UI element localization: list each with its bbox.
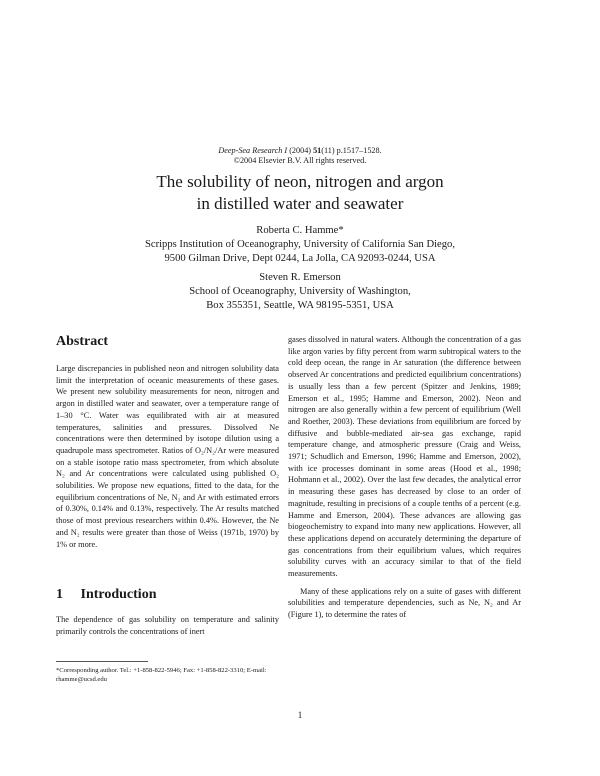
intro-paragraph: The dependence of gas solubility on temperature and salinity primarily controls the concentrations of inert (56, 615, 279, 636)
abstract-text: Dissolved Ne concentrations were then determined by isotope dilution using a quadrupole mass spectrometer. Ratios of (56, 422, 279, 455)
abstract-heading: Abstract (56, 334, 109, 349)
chemical-formula: O₂ (270, 469, 280, 479)
right-column-paragraph: gases dissolved in natural waters. Although the concentration of a gas like argon varies by fifty percent from warm subtropical waters to the cold deep ocean, the range in Ar saturation (the difference between observed Ar concentrations and predicted equilibrium concentrations) is usually less than a few percent (Spitzer and Jenkins, 1989; Emerson et al., 1995; Hamme and Emerson, 2002). Neon and nitrogen are also generally within a few percent of equilibrium (Well and Roether, 2003). These deviations from equilibrium are forced by diffusive and bubble-mediated air-sea gas exchange, rapid temperature change, and atmospheric pressure (Craig and Weiss, 1971; Schudlich and Emerson, 1996; Hamme and Emerson, 2002), with ice processes dominant in some areas (Hood et al., 1998; Hohmann et al., 2002). Over the last few decades, the analytical error in measuring these gases has decreased by close to an order of magnitude, resulting in precisions of a couple tenths of a percent (e.g. Hamme and Emerson, 2004). These advances are allowing gas biogeochemistry to expand into many new applications. However, all these applications depend on accurately determining the departure of gas concentrations from their equilibrium values, which requires solubility curves with an accuracy similar to that of the field measurements. (288, 335, 521, 579)
chemical-formula: N₂ (171, 492, 181, 502)
title-line-2: in distilled water and seawater (196, 194, 404, 213)
paragraph-text: and Ar (Figure 1), to determine the rates of (288, 598, 522, 620)
paper-title (80, 171, 520, 215)
chemical-formula: N₂ (70, 527, 80, 537)
introduction-heading (56, 587, 156, 603)
page-number: 1 (297, 710, 303, 720)
author-affiliation-line: 9500 Gilman Drive, Dept 0244, La Jolla, CA 92093-0244, USA (164, 253, 436, 264)
author-affiliation-line: School of Oceanography, University of Washington, (189, 286, 411, 297)
journal-volume: 51 (313, 146, 322, 155)
journal-name: Deep-Sea Research I (218, 146, 288, 155)
abstract-text: Large discrepancies in published neon and nitrogen solubility data limit the interpretation of oceanic measurements of these gases. We present new solubility measurements for neon, nitrogen and argon in distilled water and seawater, over a temperature range of 1–30 °C. Water was equilibrated with air at measured temperatures, salinities and pressures. (56, 364, 279, 432)
right-column (288, 334, 521, 621)
right-column-paragraph (288, 586, 521, 621)
chemical-formula: O₂/N₂/Ar (194, 445, 227, 455)
chemical-formula: N₂ (56, 469, 65, 479)
journal-citation (150, 146, 450, 166)
copyright-line: ©2004 Elsevier B.V. All rights reserved. (233, 156, 367, 165)
title-line-1: The solubility of neon, nitrogen and argon (156, 172, 444, 191)
section-number: 1 (56, 587, 63, 602)
footnote: *Corresponding author. Tel.: +1-858-822-5946; Fax: +1-858-822-3310; E-mail: rhamme@ucsd.edu (56, 667, 267, 683)
author-block-1 (60, 224, 540, 266)
author-affiliation-line: Scripps Institution of Oceanography, University of California San Diego, (144, 239, 455, 250)
abstract-text: were measured on a stable isotope ratio mass spectrometer, from which absolute (56, 445, 280, 467)
section-title: Introduction (80, 587, 157, 602)
author-name: Steven R. Emerson (259, 272, 341, 283)
abstract-text: results were greater than those of Weiss (1971b, 1970) by 1% or more. (56, 527, 279, 549)
journal-issue-pages: (11) p.1517–1528. (321, 146, 382, 155)
author-name: Roberta C. Hamme* (256, 225, 344, 236)
abstract-body (56, 363, 279, 550)
introduction-body (56, 614, 279, 637)
chemical-formula: N₂ (484, 598, 493, 608)
author-block-2 (60, 271, 540, 313)
paragraph-text: Many of these applications rely on a suite of gases with different solubilities and temperature dependencies, such as Ne, (288, 586, 521, 608)
abstract-text: and Ar concentrations were calculated using published (69, 469, 266, 479)
author-affiliation-line: Box 355351, Seattle, WA 98195-5351, USA (206, 300, 394, 311)
journal-year: (2004) (289, 146, 312, 155)
abstract-text: solubilities. We propose new equations, fitted to the data, for the equilibrium concentrations of Ne, (56, 481, 279, 502)
footnote-rule (56, 661, 148, 662)
abstract-text: and Ar with estimated errors of 0.30%, 0.14% and 0.13%, respectively. The Ar results matched those of most previous researchers within 0.4%. However, the Ne and (56, 492, 280, 537)
journal-citation-line (150, 146, 450, 156)
